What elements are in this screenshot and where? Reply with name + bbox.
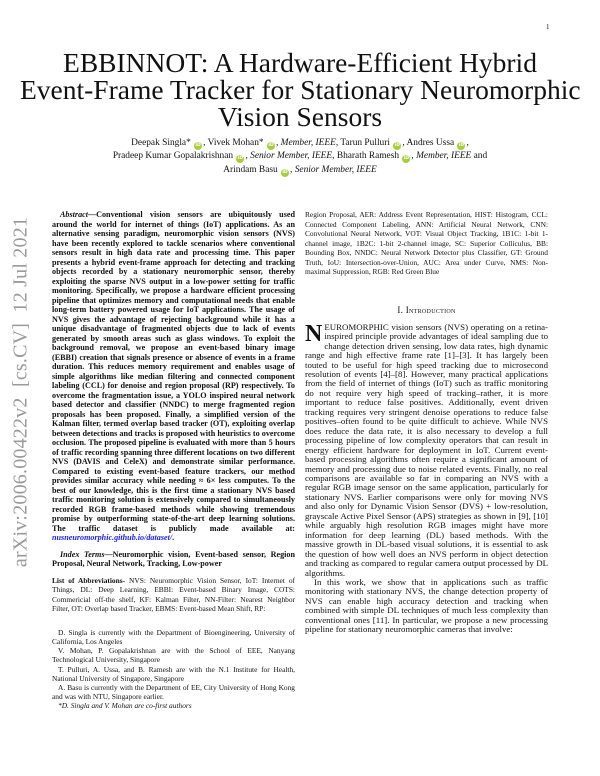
page-number: 1: [546, 23, 550, 31]
paper-header: [0, 0, 600, 177]
orcid-icon[interactable]: iD: [268, 143, 274, 148]
abbreviations-text: NVS: Neuromorphic Vision Sensor, IoT: Internet of Things, DL: Deep Learning, EBBI: Event-based Binary Image, COTS: Commericial off-the shelf, KF: Kalman Filter, NN-Filter: Nearest Neighbor Filter, OT: Overlap based Tracker, EBMS: Event-based Mean Shift, RP:: [52, 575, 295, 614]
orcid-icon[interactable]: iD: [282, 169, 288, 175]
intro-paragraph-2: In this work, we show that in applications such as traffic monitoring with stationary NVS, the change detection property of NVS can enable high accuracy detection and tracking when combined with simple DL techniques of much less complexity than conventional ones [11]. In particular, we propose a new processing pipeline for stationary neuromorphic cameras that involve:: [305, 576, 548, 635]
abstract-label: Abstract: [60, 210, 88, 220]
author-conjunction: and: [473, 151, 488, 162]
abstract-dash: —: [88, 210, 97, 220]
index-terms-label: Index Terms: [60, 549, 105, 559]
intro-paragraph-1: [305, 320, 548, 578]
author-name: Bharath Ramesh: [336, 151, 400, 162]
author-role: Senior Member, IEEE: [294, 164, 377, 175]
orcid-icon[interactable]: iD: [458, 143, 465, 148]
author-name: Andres Ussa: [406, 138, 455, 148]
abbreviations-label: List of Abbreviations-: [52, 575, 126, 585]
intro-text: vision sensors (NVS) operating on a retina-inspired principle provide advantages of ideal sampling due to change detection driven sensing, low data rates, high dynamic range and high effective frame rate [1]–[3]. It has largely been touted to be useful for high speed tracking due to microsecond resolution of events [4]–[8]. However, many practical applications from the field of internet of things (IoT) such as traffic monitoring do not require very high speed of tracking–rather, it is more important to reduce false positives. Additionally, event driven tracking requires very stringent denoise operations to reduce false positives–often found to be quite difficult to achieve. While NVS does reduce the data rate, it is also necessary to develop a full processing pipeline of low complexity operators that can result in energy efficient hardware for deployment in IoT. Current event-based processing algorithms often require a significant amount of memory and processing due to noise related events. Finally, no real comparisons are available so far in comparing an NVS with a regular RGB image sensor on the same application, particularly for stationary NVS. Earlier comparisons were only for moving NVS and also only for Dynamic Vision Sensor (DVS) + low-resolution, grayscale Active Pixel Sensor (APS) strategies as shown in [9], [10] while arguably high resolution RGB images might have more information for deep learning (DL) based methods. With the massive growth in DL-based visual solutions, it is essential to ask the question of how well does an NVS perform in object detection and tracking as compared to regular camera output processed by DL algorithms.: [305, 321, 548, 578]
footnotes: [52, 614, 295, 731]
abbreviations-left: [52, 576, 295, 614]
abstract-end: .: [172, 533, 175, 543]
author-role: Member, IEEE: [280, 138, 336, 148]
author-name: Pradeep Kumar Gopalakrishnan: [112, 151, 234, 162]
abstract: [52, 210, 295, 543]
left-column: [52, 210, 295, 730]
author-list: Deepak Singla* iD , Vivek Mohan* iD , Member, IEEE, Tarun Pulluri iD , Andres Ussa iD , Pradeep Kumar Gopalakrishnan iD , Senior Member, IEEE, Bharath Ramesh iD , Member, IEEE and Arindam Basu iD , Senior Member, IEEE: [112, 138, 488, 175]
index-terms: [52, 550, 295, 569]
dataset-link[interactable]: nusneuromorphic.github.io/dataset/: [52, 533, 173, 543]
index-terms-dash: —: [104, 549, 113, 559]
two-column-body: [0, 210, 600, 730]
footnote: A. Basu is currently with the Department of EE, City University of Hong Kong and was with NTU, Singapore earlier.: [52, 682, 295, 702]
author-name: Deepak Singla*: [131, 138, 191, 148]
footnote: D. Singla is currently with the Department of Bioengineering, University of California, Los Angeles: [52, 627, 295, 646]
author-name: Tarun Pulluri: [340, 138, 390, 148]
right-column: [305, 210, 548, 730]
footnote-co-first-authors: *D. Singla and V. Mohan are co-first authors: [58, 701, 192, 711]
abstract-text: Conventional vision sensors are ubiquitously used around the world for internet of things (IoT) applications. As an alternative sensing paradigm, neuromorphic vision sensors (NVS) have been recently explored to tackle scenarios where conventional sensors result in high data rate and processing time. This paper presents a hybrid event-frame approach for detecting and tracking objects recorded by a stationary neuromorphic sensor, thereby exploiting the sparse NVS output in a low-power setting for traffic monitoring. Specifically, we propose a hardware efficient processing pipeline that optimizes memory and computational needs that enable long-term battery powered usage for IoT applications. The usage of NVS gives the advantage of rejecting background while it has a unique disadvantage of fragmented objects due to lack of events generated by smooth areas such as glass windows. To exploit the background removal, we propose an event-based binary image (EBBI) creation that signals presence or absence of events in a frame duration. This reduces memory requirement and enables usage of simple algorithms like median filtering and connected component labeling (CCL) for denoise and region proposal (RP) respectively. To overcome the fragmentation issue, a YOLO inspired neural network based detector and classifier (NNDC) to merge fragmented region proposals has been proposed. Finally, a simplified version of the Kalman filter, termed overlap based tracker (OT), exploiting overlap between detections and tracks is proposed with heuristics to overcome occlusion. The proposed pipeline is evaluated with more than 5 hours of traffic recording spanning three different locations on two different NVS (DAVIS and CeleX) and demonstrate similar performance. Compared to existing event-based feature trackers, our method provides similar accuracy while needing ≈ 6× less computes. To the best of our knowledge, this is the first time a stationary NVS based traffic monitoring solution is extensively compared to simultaneously recorded RGB frame-based methods while showing tremendous promise by outperforming state-of-the-art deep learning solutions. The traffic dataset is publicly made available at:: [52, 210, 295, 533]
title-line-3: Vision Sensors: [217, 101, 383, 132]
index-terms-text: Neuromorphic vision, Event-based sensor, Region Proposal, Neural Network, Tracking, Low-power: [52, 549, 295, 569]
author-role: Member, IEEE: [416, 151, 472, 162]
title-line-2: Event-Frame Tracker for Stationary Neuromorphic: [20, 74, 581, 105]
author-name: Vivek Mohan*: [207, 138, 264, 148]
title-line-1: EBBINNOT: A Hardware-Efficient Hybrid: [63, 47, 537, 78]
orcid-icon[interactable]: iD: [237, 156, 244, 162]
arxiv-stamp: arXiv:2006.00422v2 [cs.CV] 12 Jul 2021: [9, 216, 32, 568]
orcid-icon[interactable]: iD: [394, 143, 400, 148]
footnote: T. Pulluri, A. Ussa, and B. Ramesh are with the N.1 Institute for Health, National University of Singapore, Singapore: [52, 664, 295, 683]
introduction-body: [305, 320, 548, 635]
abbreviations-right: Region Proposal, AER: Address Event Representation, HIST: Histogram, CCL: Connected Component Labeling, ANN: Artificial Neural Network, CNN: Convolutional Neural Network, VOT: Visual Object Tracking, 1B1C: 1-bit 1-channel image, 1B2C: 1-bit 2-channel image, SC: Superior Colliculus, BB: Bounding Box, NNDC: Neural Network Detector plus Classifier, GT: Ground Truth, IoU: Intersection-over-Union, AUC: Area under Curve, NMS: Non-maximal Suppression, RGB: Red Green Blue: [305, 210, 548, 277]
section-heading-introduction: I. Introduction: [397, 304, 456, 315]
footnote: V. Mohan, P. Gopalakrishnan are with the School of EEE, Nanyang Technological University, Singapore: [52, 646, 295, 665]
orcid-icon[interactable]: iD: [403, 156, 410, 162]
drop-cap: N: [305, 320, 323, 347]
author-role: Senior Member, IEEE: [250, 151, 333, 162]
intro-lead: EUROMORPHIC: [324, 321, 389, 332]
orcid-icon[interactable]: iD: [195, 143, 201, 148]
author-name: Arindam Basu: [223, 164, 278, 175]
paper-title: [20, 49, 580, 130]
